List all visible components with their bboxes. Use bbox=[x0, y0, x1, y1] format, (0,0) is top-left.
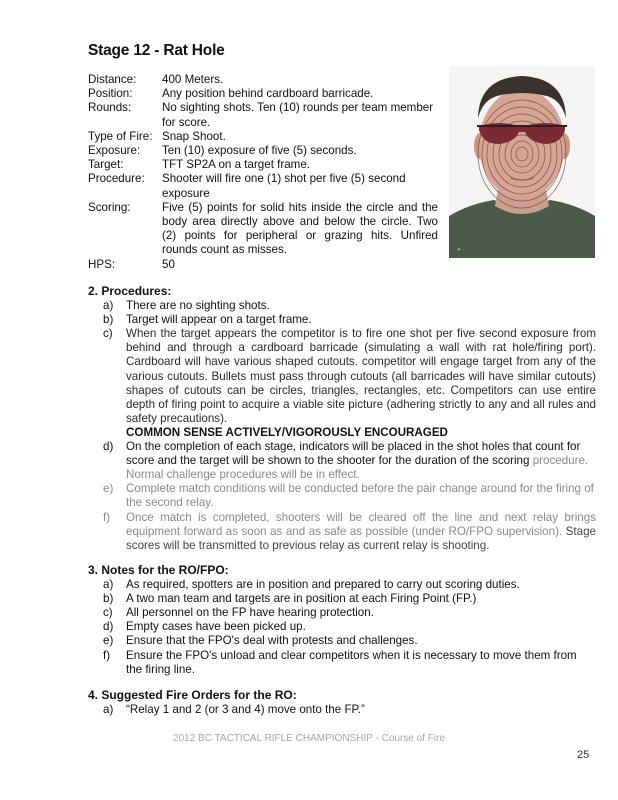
item-text: There are no sighting shots. bbox=[126, 299, 270, 313]
spec-label: Exposure: bbox=[88, 144, 141, 158]
list-item bbox=[88, 620, 596, 634]
spec-label: Scoring: bbox=[88, 200, 131, 214]
list-item bbox=[88, 703, 596, 717]
item-text-faded: procedure. Normal challenge procedures will be in effect. bbox=[126, 454, 589, 482]
list-item bbox=[88, 578, 596, 592]
target-photo bbox=[449, 66, 595, 258]
spec-label: Type of Fire: bbox=[88, 129, 153, 143]
face-target-icon bbox=[449, 66, 595, 258]
item-text: As required, spotters are in position and prepared to carry out scoring duties. bbox=[126, 578, 520, 592]
item-letter: f) bbox=[103, 648, 111, 662]
item-letter: e) bbox=[103, 634, 114, 648]
spec-label: Position: bbox=[88, 87, 133, 101]
spec-hps bbox=[88, 258, 438, 272]
spec-exposure bbox=[88, 144, 438, 158]
spec-value: Shooter will fire one (1) shot per five (5) second exposure bbox=[162, 172, 406, 200]
item-text: Empty cases have been picked up. bbox=[126, 620, 306, 634]
item-letter: d) bbox=[103, 440, 114, 454]
stage-specs bbox=[88, 73, 438, 272]
common-sense-note bbox=[88, 426, 596, 440]
section-heading: 3. Notes for the RO/FPO: bbox=[88, 563, 229, 577]
notes-section bbox=[88, 563, 596, 677]
spec-label: Rounds: bbox=[88, 101, 132, 115]
item-text: A two man team and targets are in position at each Firing Point (FP.) bbox=[126, 592, 477, 606]
item-letter: d) bbox=[103, 620, 114, 634]
item-letter: a) bbox=[103, 703, 114, 717]
page-number: 25 bbox=[577, 749, 590, 761]
spec-scoring bbox=[88, 201, 438, 258]
spec-procedure bbox=[88, 172, 438, 200]
item-letter: a) bbox=[103, 578, 114, 592]
page-footer: 2012 BC TACTICAL RIFLE CHAMPIONSHIP - Course of Fire bbox=[173, 733, 445, 744]
item-text-faded: Once match is completed, shooters will be cleared off the line and next relay brings equipment forward as soon as and as safe as possible (under RO/FPO supervision). bbox=[126, 510, 596, 538]
list-item bbox=[88, 299, 596, 313]
spec-value: 400 Meters. bbox=[162, 73, 224, 86]
spec-label: Distance: bbox=[88, 73, 137, 86]
procedures-section bbox=[88, 284, 596, 553]
spec-value: Any position behind cardboard barricade. bbox=[162, 87, 374, 101]
list-item bbox=[88, 649, 596, 677]
item-letter: e) bbox=[103, 482, 114, 496]
item-text bbox=[126, 511, 596, 553]
svg-text:▲: ▲ bbox=[457, 246, 461, 251]
item-letter: c) bbox=[103, 327, 113, 341]
spec-value: Snap Shoot. bbox=[162, 129, 226, 143]
list-item bbox=[88, 440, 596, 482]
section-heading: 4. Suggested Fire Orders for the RO: bbox=[88, 688, 297, 702]
list-item bbox=[88, 606, 596, 620]
item-letter: a) bbox=[103, 299, 114, 313]
list-item bbox=[88, 327, 596, 426]
spec-label: Procedure: bbox=[88, 172, 145, 186]
item-text-main: On the completion of each stage, indicators will be placed in the shot holes that count for score and the target will be shown to the shooter for the duration of the scoring bbox=[126, 440, 581, 468]
spec-label: Target: bbox=[88, 158, 124, 172]
item-text: Ensure the FPO's unload and clear competitors when it is necessary to move them from the firing line. bbox=[126, 648, 577, 676]
spec-type-of-fire bbox=[88, 130, 438, 144]
spec-value: Five (5) points for solid hits inside the circle and the body area directly above and below the circle. Two (2) points for peripheral or grazing hits. Unfired rounds count as misses. bbox=[162, 200, 438, 257]
page-title: Stage 12 - Rat Hole bbox=[88, 42, 225, 59]
item-letter: b) bbox=[103, 313, 114, 327]
spec-value: TFT SP2A on a target frame. bbox=[162, 158, 310, 172]
item-letter: b) bbox=[103, 592, 114, 606]
list-item bbox=[88, 511, 596, 553]
fire-orders-section bbox=[88, 688, 596, 717]
item-letter: c) bbox=[103, 606, 113, 620]
item-text: Ensure that the FPO's deal with protests and challenges. bbox=[126, 634, 418, 648]
emphasis-note: COMMON SENSE ACTIVELY/VIGOROUSLY ENCOURAGED bbox=[126, 425, 448, 439]
list-item bbox=[88, 313, 596, 327]
item-text: When the target appears the competitor is to fire one shot per five second exposure from behind and through a cardboard barricade (simulating a wall with rat hole/firing port). Cardboard will have various shaped cutouts. competitor will engage target from any of the various cutouts. Bullets must pass through cutouts (all barricades will have similar cutouts) shapes of cutouts can be circles, triangles, rectangles, etc. Competitors can use entire depth of firing point to acquire a viable site picture (adhering strictly to any and all rules and safety precautions). bbox=[126, 327, 596, 425]
spec-position bbox=[88, 87, 438, 101]
spec-value: Ten (10) exposure of five (5) seconds. bbox=[162, 144, 357, 158]
item-text: “Relay 1 and 2 (or 3 and 4) move onto the FP.” bbox=[126, 703, 365, 717]
item-text: All personnel on the FP have hearing protection. bbox=[126, 606, 374, 620]
spec-target bbox=[88, 158, 438, 172]
spec-value: 50 bbox=[162, 257, 175, 271]
item-text: Target will appear on a target frame. bbox=[126, 313, 312, 327]
spec-rounds bbox=[88, 101, 438, 129]
item-text: Complete match conditions will be conducted before the pair change around for the firing of the second relay. bbox=[126, 482, 594, 510]
item-text bbox=[126, 440, 596, 482]
item-letter: f) bbox=[103, 510, 111, 524]
spec-value: No sighting shots. Ten (10) rounds per team member for score. bbox=[162, 101, 434, 129]
spec-label: HPS: bbox=[88, 257, 116, 271]
spec-distance bbox=[88, 73, 438, 87]
section-heading: 2. Procedures: bbox=[88, 284, 172, 298]
list-item bbox=[88, 482, 596, 510]
list-item bbox=[88, 592, 596, 606]
item-text-main: Stage scores will be transmitted to previous relay as current relay is shooting. bbox=[126, 524, 596, 552]
list-item bbox=[88, 634, 596, 648]
